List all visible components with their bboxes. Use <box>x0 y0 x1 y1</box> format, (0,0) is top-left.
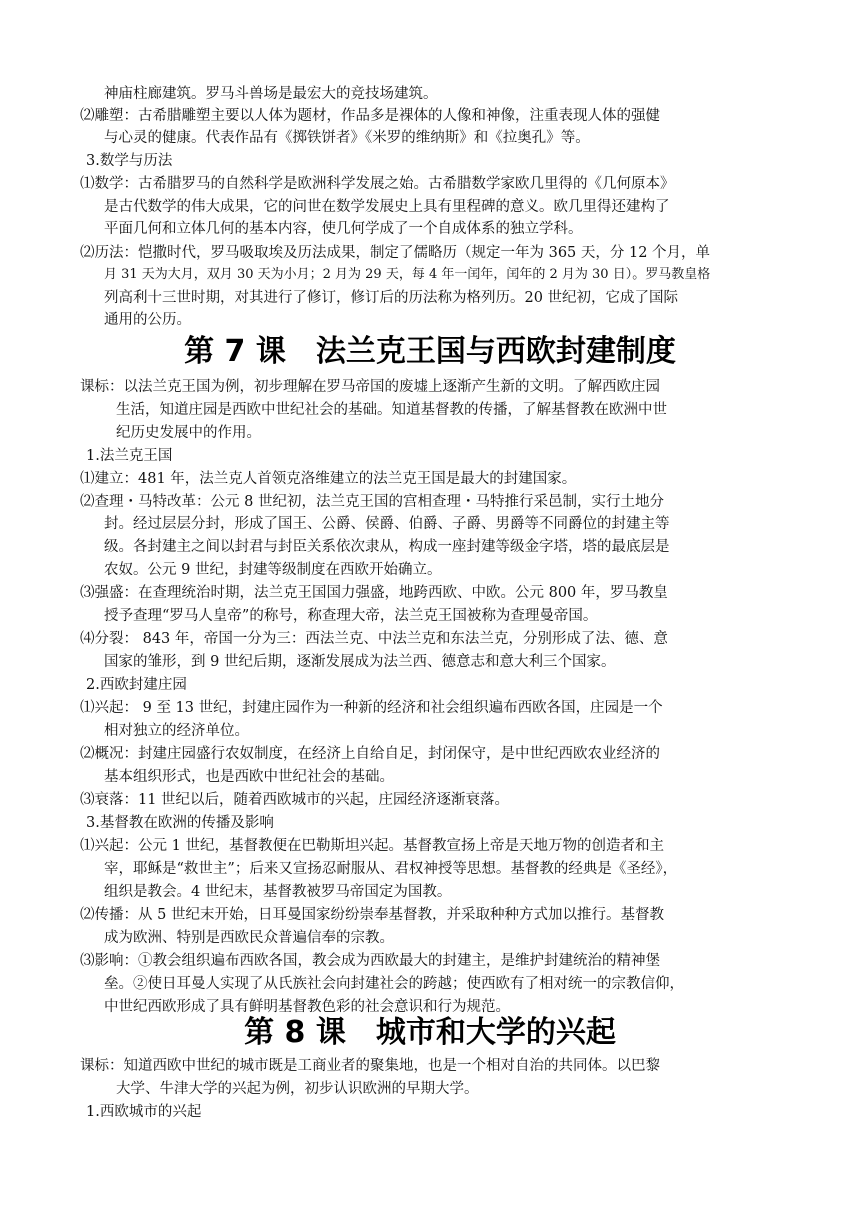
text-line: 国家的雏形，到 9 世纪后期，逐渐发展成为法兰西、德意志和意大利三个国家。 <box>104 654 616 670</box>
text-line: 列高利十三世时期，对其进行了修订，修订后的历法称为格列历。20 世纪初，它成了国际 <box>104 290 679 306</box>
text-line: ⑴兴起：公元 1 世纪，基督教便在巴勒斯坦兴起。基督教宣扬上帝是天地万物的创造者和主 <box>80 838 664 854</box>
text-line: 平面几何和立体几何的基本内容，使几何学成了一个自成体系的独立学科。 <box>104 221 583 237</box>
text-line: 生活，知道庄园是西欧中世纪社会的基础。知道基督教的传播，了解基督教在欧洲中世 <box>116 402 667 418</box>
text-line: 授予查理“罗马人皇帝”的称号，称查理大帝，法兰克王国被称为查理曼帝国。 <box>104 608 598 624</box>
text-line: 垒。②使日耳曼人实现了从氏族社会向封建社会的跨越；使西欧有了相对统一的宗教信仰， <box>104 976 684 992</box>
curriculum-standard: 课标：以法兰克王国为例，初步理解在罗马帝国的废墟上逐渐产生新的文明。了解西欧庄园 <box>80 379 660 395</box>
section-heading: 3.基督教在欧洲的传播及影响 <box>86 815 274 831</box>
text-line: ⑵历法：恺撒时代，罗马吸取埃及历法成果，制定了儒略历（规定一年为 365 天，分 12 个月，单 <box>80 245 711 261</box>
text-line: ⑵传播：从 5 世纪末开始，日耳曼国家纷纷崇奉基督教，并采取种种方式加以推行。基督教 <box>80 907 664 923</box>
text-line: 大学、牛津大学的兴起为例，初步认识欧洲的早期大学。 <box>116 1081 479 1097</box>
section-heading: 3.数学与历法 <box>86 153 173 169</box>
text-line: 相对独立的经济单位。 <box>104 723 249 739</box>
curriculum-standard: 课标：知道西欧中世纪的城市既是工商业者的聚集地，也是一个相对自治的共同体。以巴黎 <box>80 1058 660 1074</box>
section-heading: 1.法兰克王国 <box>86 448 173 464</box>
text-line: 神庙柱廊建筑。罗马斗兽场是最宏大的竞技场建筑。 <box>104 86 438 102</box>
text-line: 级。各封建主之间以封君与封臣关系依次隶从，构成一座封建等级金字塔，塔的最底层是 <box>104 539 670 555</box>
text-line: ⑵概况：封建庄园盛行农奴制度，在经济上自给自足，封闭保守，是中世纪西欧农业经济的 <box>80 746 660 762</box>
text-line: ⑶衰落：11 世纪以后，随着西欧城市的兴起，庄园经济逐渐衰落。 <box>80 792 510 808</box>
text-line: 中世纪西欧形成了具有鲜明基督教色彩的社会意识和行为规范。 <box>104 999 510 1015</box>
text-line: 组织是教会。4 世纪末，基督教被罗马帝国定为国教。 <box>104 884 452 900</box>
text-line: 纪历史发展中的作用。 <box>116 425 261 441</box>
section-heading: 1.西欧城市的兴起 <box>86 1104 202 1120</box>
text-line: ⑷分裂： 843 年，帝国一分为三：西法兰克、中法兰克和东法兰克，分别形成了法、德、意 <box>80 631 668 647</box>
text-line: 是古代数学的伟大成果，它的问世在数学发展史上具有里程碑的意义。欧几里得还建构了 <box>104 199 670 215</box>
text-line: 封。经过层层分封，形成了国王、公爵、侯爵、伯爵、子爵、男爵等不同爵位的封建主等 <box>104 516 670 532</box>
text-line: 通用的公历。 <box>104 312 191 328</box>
text-line: ⑴数学：古希腊罗马的自然科学是欧洲科学发展之始。古希腊数学家欧几里得的《几何原本》 <box>80 176 675 192</box>
text-line: ⑴兴起： 9 至 13 世纪，封建庄园作为一种新的经济和社会组织遍布西欧各国，庄园是一个 <box>80 700 663 716</box>
lesson-8-title: 第 8 课 城市和大学的兴起 <box>244 1015 616 1050</box>
text-line: ⑴建立：481 年，法兰克人首领克洛维建立的法兰克王国是最大的封建国家。 <box>80 471 577 487</box>
text-line: 与心灵的健康。代表作品有《掷铁饼者》《米罗的维纳斯》和《拉奥孔》等。 <box>104 130 590 146</box>
text-line: 农奴。公元 9 世纪，封建等级制度在西欧开始确立。 <box>104 562 442 578</box>
text-line: 基本组织形式，也是西欧中世纪社会的基础。 <box>104 769 394 785</box>
text-line: 月 31 天为大月，双月 30 天为小月；2 月为 29 天，每 4 年一闰年，闰年的 2 月为 30 日）。罗马教皇格 <box>104 267 711 282</box>
text-line: ⑵查理・马特改革：公元 8 世纪初，法兰克王国的宫相查理・马特推行采邑制，实行土地分 <box>80 494 664 510</box>
section-heading: 2.西欧封建庄园 <box>86 677 187 693</box>
lesson-7-title: 第 7 课 法兰克王国与西欧封建制度 <box>184 334 676 369</box>
text-line: ⑶强盛：在查理统治时期，法兰克王国国力强盛，地跨西欧、中欧。公元 800 年，罗马教皇 <box>80 585 668 601</box>
text-line: 宰，耶稣是“救世主”；后来又宣扬忍耐服从、君权神授等思想。基督教的经典是《圣经》， <box>104 861 678 877</box>
text-line: ⑵雕塑：古希腊雕塑主要以人体为题材，作品多是裸体的人像和神像，注重表现人体的强健 <box>80 108 660 124</box>
text-line: ⑶影响：①教会组织遍布西欧各国，教会成为西欧最大的封建主，是维护封建统治的精神堡 <box>80 953 660 969</box>
text-line: 成为欧洲、特别是西欧民众普遍信奉的宗教。 <box>104 930 394 946</box>
